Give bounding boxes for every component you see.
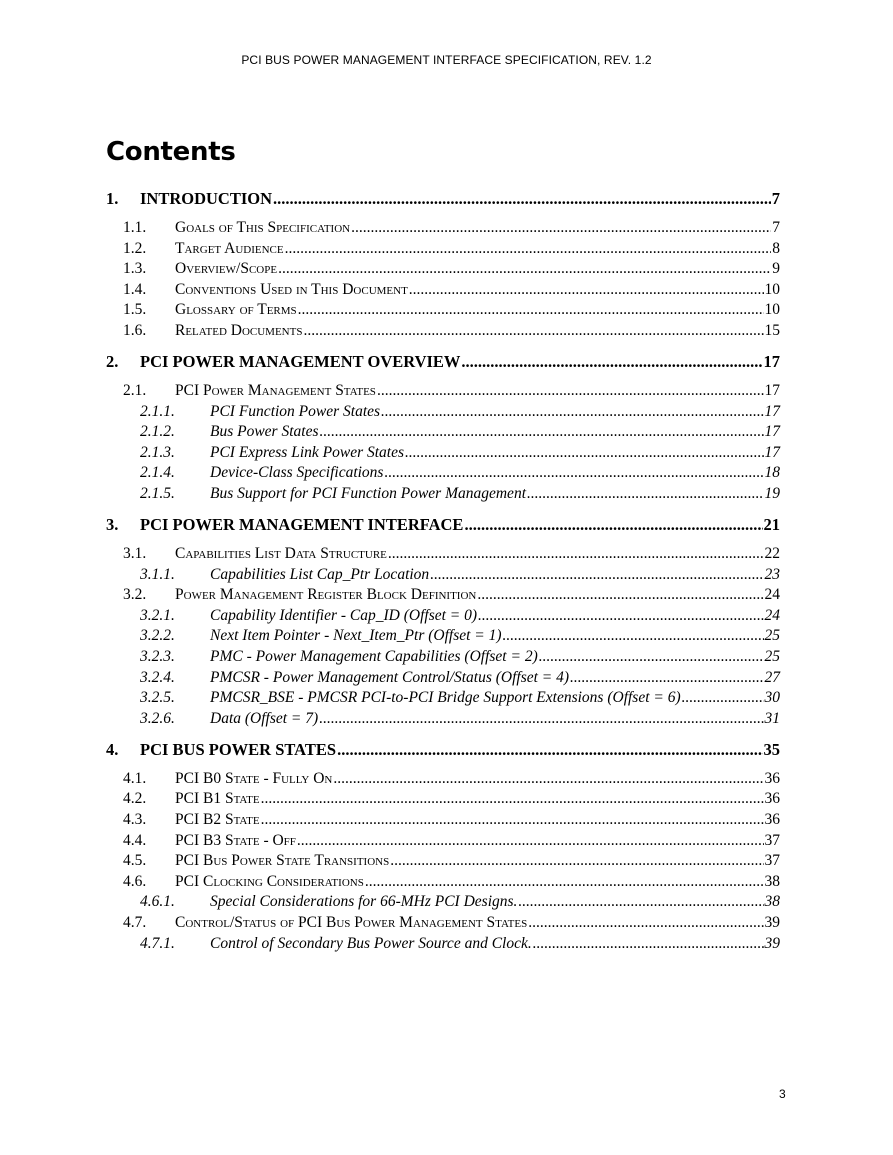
- toc-entry-title: Data (Offset = 7): [210, 709, 319, 727]
- toc-entry-page: 35: [763, 739, 780, 759]
- page-number: 3: [779, 1087, 786, 1101]
- toc-entry-number: 3.1.: [123, 545, 147, 562]
- toc-entry[interactable]: [106, 740, 780, 759]
- toc-entry-page: 18: [764, 464, 780, 482]
- toc-entry-number: 3.2.3.: [140, 648, 175, 665]
- toc-dot-leader: [377, 381, 764, 400]
- toc-entry-title: INTRODUCTION: [140, 189, 273, 208]
- toc-dot-leader: [518, 892, 763, 911]
- toc-entry-number: 3.2.5.: [140, 689, 175, 707]
- toc-entry-number: 3.2.6.: [140, 709, 175, 727]
- toc-entry-title: Bus Power States: [210, 423, 319, 441]
- toc-dot-leader: [365, 872, 764, 891]
- toc-entry-number: 1.4.: [123, 280, 147, 298]
- toc-dot-leader: [430, 565, 763, 584]
- toc-entry-page: 19: [764, 485, 780, 502]
- toc-entry-page: 21: [763, 515, 780, 534]
- toc-entry-title: PCI B2 State: [175, 811, 260, 828]
- toc-entry-page: 38: [764, 872, 780, 890]
- toc-entry-title: Related Documents: [175, 322, 303, 339]
- toc-entry[interactable]: [106, 892, 780, 911]
- toc-entry-number: 2.1.2.: [140, 423, 175, 441]
- toc-entry-title: PCI POWER MANAGEMENT OVERVIEW: [140, 352, 461, 371]
- toc-entry-title: Goals of This Specification: [175, 219, 351, 236]
- toc-entry-number: 2.1.5.: [140, 485, 175, 502]
- toc-dot-leader: [405, 443, 763, 462]
- toc-entry-page: 9: [772, 260, 780, 278]
- toc-entry-number: 1.6.: [123, 322, 147, 339]
- toc-entry[interactable]: [106, 606, 780, 625]
- toc-entry-page: 10: [764, 280, 780, 298]
- toc-entry-number: 1.2.: [123, 239, 147, 257]
- toc-entry-number: 3.2.1.: [140, 606, 175, 624]
- toc-entry-page: 17: [764, 382, 780, 399]
- toc-entry-title: PCI B0 State - Fully On: [175, 769, 333, 787]
- toc-entry-title: Glossary of Terms: [175, 301, 297, 319]
- toc-entry-page: 24: [764, 606, 780, 624]
- toc-entry-page: 30: [764, 689, 780, 707]
- toc-entry-page: 10: [764, 301, 780, 319]
- toc-entry-number: 3.: [106, 515, 119, 534]
- toc-dot-leader: [478, 606, 763, 625]
- toc-entry[interactable]: [106, 300, 780, 319]
- toc-entry-title: PCI Power Management States: [175, 382, 376, 399]
- toc-entry[interactable]: [106, 402, 780, 421]
- toc-entry-title: PCI B1 State: [175, 790, 260, 808]
- toc-entry[interactable]: [106, 789, 780, 808]
- toc-entry-title: Bus Support for PCI Function Power Management: [210, 485, 526, 502]
- toc-entry[interactable]: [106, 544, 780, 563]
- toc-entry-page: 8: [772, 239, 780, 257]
- toc-dot-leader: [384, 463, 763, 482]
- toc-entry-page: 7: [772, 219, 780, 236]
- toc-entry-number: 2.1.1.: [140, 402, 175, 420]
- toc-entry-number: 3.2.: [123, 586, 147, 604]
- toc-dot-leader: [464, 515, 762, 534]
- running-header: PCI BUS POWER MANAGEMENT INTERFACE SPECIFICATION, REV. 1.2: [241, 53, 652, 67]
- toc-entry-title: Overview/Scope: [175, 260, 278, 278]
- toc-entry[interactable]: [106, 668, 780, 687]
- toc-dot-leader: [298, 300, 764, 319]
- toc-entry-number: 2.: [106, 352, 119, 371]
- toc-entry-number: 4.3.: [123, 811, 147, 828]
- toc-entry[interactable]: [106, 321, 780, 340]
- toc-dot-leader: [285, 239, 772, 258]
- toc-dot-leader: [527, 484, 764, 503]
- toc-entry-number: 2.1.3.: [140, 443, 175, 461]
- toc-dot-leader: [261, 810, 764, 829]
- toc-entry-page: 25: [764, 648, 780, 665]
- toc-dot-leader: [278, 259, 771, 278]
- toc-entry-page: 36: [764, 790, 780, 808]
- toc-entry-title: Capabilities List Cap_Ptr Location: [210, 565, 430, 583]
- toc-entry-page: 24: [764, 586, 780, 604]
- toc-entry-title: PMCSR - Power Management Control/Status (Offset = 4): [210, 668, 570, 686]
- toc-entry-title: PCI B3 State - Off: [175, 831, 296, 849]
- toc-entry-number: 4.1.: [123, 769, 147, 787]
- toc-entry[interactable]: [106, 463, 780, 482]
- toc-entry-page: 17: [763, 352, 780, 371]
- toc-entry-title: PCI Bus Power State Transitions: [175, 852, 390, 870]
- toc-entry-title: Capability Identifier - Cap_ID (Offset = 0): [210, 606, 478, 624]
- toc-entry-page: 39: [764, 914, 780, 931]
- toc-entry[interactable]: [106, 352, 780, 371]
- toc-dot-leader: [539, 647, 764, 666]
- toc-entry-page: 27: [764, 668, 780, 686]
- toc-entry-page: 39: [764, 934, 780, 952]
- toc-entry-page: 17: [764, 402, 780, 420]
- toc-entry[interactable]: [106, 769, 780, 788]
- toc-entry[interactable]: [106, 218, 780, 237]
- toc-entry[interactable]: [106, 381, 780, 400]
- toc-entry[interactable]: [106, 280, 780, 299]
- toc-entry-page: 36: [764, 769, 780, 787]
- toc-entry-title: Conventions Used in This Document: [175, 280, 408, 298]
- toc-entry-title: Capabilities List Data Structure: [175, 545, 387, 562]
- toc-entry-number: 3.1.1.: [140, 565, 175, 583]
- toc-dot-leader: [528, 913, 763, 932]
- toc-entry-number: 2.1.4.: [140, 464, 175, 482]
- toc-dot-leader: [303, 321, 763, 340]
- toc-entry-title: PCI Clocking Considerations: [175, 872, 364, 890]
- toc-entry[interactable]: [106, 709, 780, 728]
- toc-dot-leader: [337, 740, 762, 759]
- toc-entry-number: 4.: [106, 739, 119, 759]
- toc-entry-page: 22: [764, 545, 780, 562]
- toc-dot-leader: [503, 626, 764, 645]
- toc-dot-leader: [533, 934, 764, 953]
- toc-entry-page: 23: [764, 565, 780, 583]
- toc-entry-title: Device-Class Specifications: [210, 464, 384, 482]
- toc-entry-page: 31: [764, 709, 780, 727]
- toc-dot-leader: [381, 402, 763, 421]
- toc-entry[interactable]: [106, 647, 780, 666]
- toc-entry[interactable]: [106, 565, 780, 584]
- toc-entry-page: 17: [764, 423, 780, 441]
- toc-entry[interactable]: [106, 189, 780, 208]
- toc-dot-leader: [461, 352, 762, 371]
- toc-dot-leader: [409, 280, 764, 299]
- toc-entry-page: 37: [764, 831, 780, 849]
- toc-entry[interactable]: [106, 626, 780, 645]
- toc-entry-title: PCI Express Link Power States: [210, 443, 405, 461]
- toc-dot-leader: [477, 585, 763, 604]
- toc-entry-number: 4.6.: [123, 872, 147, 890]
- toc-entry-title: PCI BUS POWER STATES: [140, 739, 337, 759]
- toc-entry[interactable]: [106, 872, 780, 891]
- toc-dot-leader: [388, 544, 764, 563]
- toc-entry-number: 3.2.2.: [140, 627, 175, 645]
- toc-dot-leader: [273, 189, 771, 208]
- toc-entry-title: Special Considerations for 66-MHz PCI Designs.: [210, 893, 518, 911]
- toc-entry[interactable]: [106, 259, 780, 278]
- page-title: Contents: [106, 137, 236, 167]
- toc-entry[interactable]: [106, 831, 780, 850]
- toc-dot-leader: [390, 851, 763, 870]
- toc-dot-leader: [333, 769, 763, 788]
- toc-entry[interactable]: [106, 934, 780, 953]
- toc-entry-title: PCI POWER MANAGEMENT INTERFACE: [140, 515, 464, 534]
- toc-entry[interactable]: [106, 688, 780, 707]
- toc-entry-number: 1.3.: [123, 260, 147, 278]
- toc-entry[interactable]: [106, 484, 780, 503]
- toc-dot-leader: [319, 709, 763, 728]
- toc-entry-number: 1.: [106, 189, 119, 208]
- toc-entry-number: 4.7.: [123, 914, 147, 931]
- toc-entry[interactable]: [106, 515, 780, 534]
- toc-dot-leader: [682, 688, 764, 707]
- toc-dot-leader: [297, 831, 764, 850]
- toc-entry-number: 3.2.4.: [140, 668, 175, 686]
- toc-entry-page: 25: [764, 627, 780, 645]
- toc-entry-title: Control/Status of PCI Bus Power Management States: [175, 914, 528, 931]
- toc-entry-number: 4.4.: [123, 831, 147, 849]
- toc-dot-leader: [261, 789, 764, 808]
- toc-entry-number: 4.2.: [123, 790, 147, 808]
- toc-entry-number: 1.1.: [123, 219, 147, 236]
- toc-entry-page: 37: [764, 852, 780, 870]
- toc-entry[interactable]: [106, 422, 780, 441]
- toc-entry-title: PMC - Power Management Capabilities (Offset = 2): [210, 648, 538, 665]
- toc-entry-page: 17: [764, 443, 780, 461]
- toc-entry-title: PCI Function Power States: [210, 402, 381, 420]
- toc-entry-title: Control of Secondary Bus Power Source and Clock.: [210, 934, 532, 952]
- toc-entry[interactable]: [106, 851, 780, 870]
- toc-dot-leader: [320, 422, 764, 441]
- toc-entry[interactable]: [106, 239, 780, 258]
- toc-entry[interactable]: [106, 913, 780, 932]
- toc-entry[interactable]: [106, 585, 780, 604]
- toc-entry[interactable]: [106, 810, 780, 829]
- toc-entry-title: Target Audience: [175, 239, 284, 257]
- toc-entry[interactable]: [106, 443, 780, 462]
- toc-entry-number: 4.6.1.: [140, 893, 175, 911]
- toc-entry-number: 2.1.: [123, 382, 147, 399]
- toc-entry-page: 36: [764, 811, 780, 828]
- toc-entry-number: 1.5.: [123, 301, 147, 319]
- toc-entry-page: 7: [771, 189, 780, 208]
- toc-entry-page: 15: [764, 322, 780, 339]
- toc-entry-number: 4.7.1.: [140, 934, 175, 952]
- toc-entry-number: 4.5.: [123, 852, 147, 870]
- toc-entry-page: 38: [764, 893, 780, 911]
- toc-dot-leader: [351, 218, 771, 237]
- toc-entry-title: Power Management Register Block Definition: [175, 586, 477, 604]
- toc-dot-leader: [570, 668, 763, 687]
- toc-entry-title: PMCSR_BSE - PMCSR PCI-to-PCI Bridge Support Extensions (Offset = 6): [210, 689, 681, 707]
- toc-entry-title: Next Item Pointer - Next_Item_Ptr (Offset = 1): [210, 627, 502, 645]
